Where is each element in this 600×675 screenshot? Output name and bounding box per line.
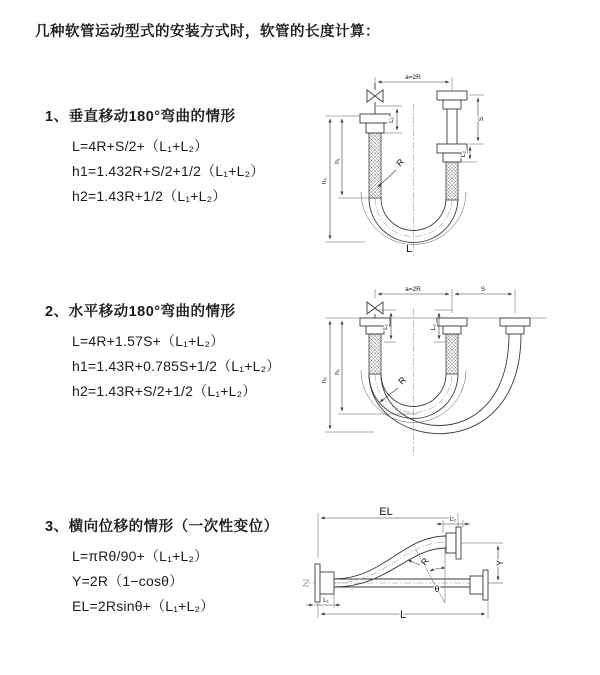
dim-label-theta: θ <box>434 584 440 594</box>
section-3 <box>45 515 279 619</box>
dim-label-y: Y <box>495 559 505 567</box>
section-3-formulas <box>72 544 279 619</box>
section-1-formulas <box>72 134 264 209</box>
valve-icon <box>367 90 383 102</box>
braided-hose <box>446 334 458 374</box>
dim-label-h1: h₁ <box>334 158 341 164</box>
dim-label-l1: L₁ <box>388 117 395 123</box>
flange <box>315 564 320 602</box>
dim-label-h1: h₁ <box>334 369 341 375</box>
formula-line: h1=1.432R+S/2+1/2（L₁+L₂） <box>72 163 265 179</box>
dim-label-a2r: a=2R <box>405 74 421 81</box>
flange <box>470 576 483 594</box>
dim-label-l2: L₂ <box>430 323 437 331</box>
diagram-horizontal-180-bend <box>312 280 582 465</box>
formula-line: h2=1.43R+S/2+1/2（L₁+L₂） <box>72 383 257 399</box>
diagram-lateral-displacement <box>298 496 588 646</box>
section-3-heading: 3、横向位移的情形（一次性变位） <box>45 519 279 535</box>
formula-line: Y=2R（1−cosθ） <box>72 573 184 589</box>
valve-icon <box>367 302 383 314</box>
dim-label-a2r: a=2R <box>405 286 421 293</box>
formula-line: L=4R+1.57S+（L₁+L₂） <box>72 333 225 349</box>
dim-label-h2: h₂ <box>321 177 328 185</box>
dim-label-el: EL <box>379 506 393 518</box>
dim-label-h2: h₂ <box>321 376 328 384</box>
formula-line: h2=1.43R+1/2（L₁+L₂） <box>72 188 227 204</box>
section-1 <box>45 105 264 209</box>
section-2-heading: 2、水平移动180°弯曲的情形 <box>45 304 236 320</box>
dim-label-r: R <box>418 555 431 568</box>
braided-hose <box>369 133 381 198</box>
hose-s-curve <box>334 536 446 579</box>
formula-line: L=πRθ/90+（L₁+L₂） <box>72 548 209 564</box>
dim-label-r: R <box>396 374 409 387</box>
braided-hose <box>369 334 381 374</box>
flange <box>437 318 467 326</box>
dim-label-s: S <box>480 286 486 293</box>
section-1-heading: 1、垂直移动180°弯曲的情形 <box>45 109 236 125</box>
diagram-vertical-180-bend <box>312 66 572 266</box>
dim-label-l: L <box>399 609 407 621</box>
flange <box>500 318 530 326</box>
dim-label-l1: L₁ <box>323 597 329 604</box>
flange <box>437 91 467 100</box>
page-title: 几种软管运动型式的安装方式时，软管的长度计算： <box>35 24 380 40</box>
flange <box>360 114 390 123</box>
section-2 <box>45 300 280 404</box>
formula-line: L=4R+S/2+（L₁+L₂） <box>72 138 209 154</box>
formula-line: EL=2Rsinθ+（L₁+L₂） <box>72 598 215 614</box>
formula-line: h1=1.43R+0.785S+1/2（L₁+L₂） <box>72 358 281 374</box>
dim-label-l: L <box>405 243 413 255</box>
flange <box>446 533 456 553</box>
dim-label-l2: L₂ <box>460 150 467 158</box>
braided-hose <box>446 162 458 200</box>
dim-label-l1: L₁ <box>382 324 389 330</box>
section-2-formulas <box>72 329 280 404</box>
dim-label-l2: L₂ <box>449 516 457 523</box>
dim-label-r: R <box>394 156 407 169</box>
dim-label-s: S <box>478 116 485 122</box>
